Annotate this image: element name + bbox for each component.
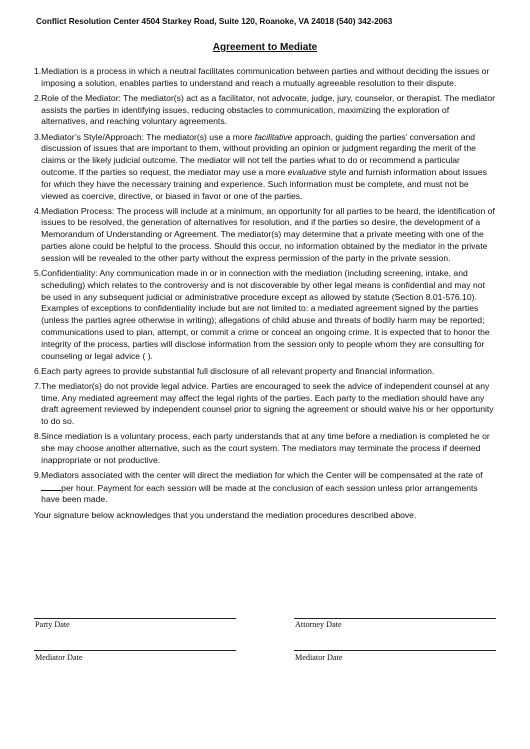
clause-text: The mediator(s) do not provide legal advice. Parties are encouraged to seek the advice of independent counsel at any time. Any mediated agreement may affect the legal rights of the parties. Each party to the mediation should have any draft agreement reviewed by independent counsel prior to signing the agreement or should waive his or her opportunity to do so. (41, 380, 494, 427)
clause-number: 3. (34, 131, 42, 142)
clause-text-part: approach, guiding the parties’ conversation and discussion of issues that are important to them, without providing an opinion or judgment regarding the merit of the claims or the likely judicial outcome. The mediator will not tell the parties what to do or recommend a particular outcome. If the parties so request, the mediator may use a more (41, 131, 476, 177)
clause-text: Since mediation is a voluntary process, each party understands that at any time before a mediation is completed he or she may choose another alternative, such as the court system. The mediators may terminate the process if deemed inappropriate or not productive. (41, 431, 490, 465)
clause-text: Mediation Process: The process will include at a minimum, an opportunity for all parties to be heard, the identification of issues to be resolved, the generation of alternatives for resolution, and if the parties so desire, the development of a Memorandum of Understanding or Agreement. The mediator(s) may determine that a private meeting with one of the parties alone could be helpful to the process. Should this occur, no information obtained by the mediator in the private session will be revealed to the other party without the express permission of the party in the private session. (41, 205, 495, 263)
clause-1 (34, 66, 496, 90)
clause-text-part: style and furnish information about issues for which they have the necessary training and experience. Such information must be complete, and must not be viewed as coercive, directive, or biased in favor or one of the parties. (41, 166, 487, 201)
clause-6 (34, 366, 496, 378)
clause-text-part: per hour. Payment for each session will be made at the conclusion of each session unless prior arrangements have been made. (41, 482, 478, 505)
party-signature-label: Party Date (35, 620, 70, 629)
clause-text: Confidentiality: Any communication made in or in connection with the mediation (including screening, intake, and scheduling) which relates to the controversy and is not discoverable by other legal means is confidential and may not be used in any subsequent judicial or administrative procedure except as allowed by statute (Section 8.01-576.10). Examples of exceptions to confidentiality include but are not limited to: a mediated agreement signed by the parties (unless the parties agree otherwise in writing); allegations of child abuse and threats of bodily harm may be reported; communications used to plan, attempt, or commit a crime or conceal an ongoing crime. It is expected that to honor the integrity of the process, parties will disclose information from the session only to people whom they are consulting for counseling or legal advice ( ). (41, 267, 490, 361)
clause-number: 6. (34, 365, 42, 376)
party-signature-line[interactable] (34, 618, 236, 619)
clause-5 (34, 268, 496, 362)
letterhead: Conflict Resolution Center 4504 Starkey Road, Suite 120, Roanoke, VA 24018 (540) 342-2063 (36, 17, 393, 26)
clause-3 (34, 132, 496, 203)
attorney-signature-line[interactable] (294, 618, 496, 619)
clause-number: 9. (34, 469, 42, 480)
clause-8 (34, 431, 496, 466)
clause-text (41, 132, 496, 203)
mediator-signature-line-right[interactable] (294, 650, 496, 651)
clause-emphasis: evaluative (287, 166, 327, 177)
clause-7 (34, 381, 496, 428)
mediator-signature-line-left[interactable] (34, 650, 236, 651)
acknowledgement-text: Your signature below acknowledges that you understand the mediation procedures described above. (34, 509, 417, 520)
clause-4 (34, 206, 496, 265)
mediator-signature-label-left: Mediator Date (35, 653, 83, 662)
clause-text: Each party agrees to provide substantial full disclosure of all relevant property and financial information. (41, 365, 435, 376)
clause-number: 2. (34, 92, 42, 103)
attorney-signature-label: Attorney Date (295, 620, 342, 629)
clause-text-part: Mediator’s Style/Approach: The mediator(s) use a more (41, 131, 255, 142)
rate-blank-field[interactable] (41, 482, 61, 491)
clause-text: Mediation is a process in which a neutral facilitates communication between parties and without deciding the issues or imposing a solution, enables parties to understand and reach a mutually agreeable resolution to their dispute. (41, 66, 490, 88)
mediator-signature-label-right: Mediator Date (295, 653, 343, 662)
agreement-body (34, 66, 496, 521)
clause-number: 5. (34, 267, 42, 278)
clause-text: Role of the Mediator: The mediator(s) act as a facilitator, not advocate, judge, jury, counselor, or therapist. The mediator assists the parties in identifying issues, reducing obstacles to communication, maximizing the exploration of alternatives, and reaching voluntary agreements. (41, 92, 495, 127)
clause-9 (34, 470, 496, 506)
clause-emphasis: facilitative (254, 131, 293, 142)
clause-text (41, 470, 496, 506)
clause-number: 1. (34, 66, 42, 76)
clause-number: 8. (34, 431, 42, 442)
clause-number: 7. (34, 380, 42, 391)
document-title: Agreement to Mediate (212, 42, 318, 53)
clause-number: 4. (34, 205, 42, 216)
clause-text-part: Mediators associated with the center will direct the mediation for which the Center will be compensated at the rate of (41, 469, 483, 480)
clause-2 (34, 93, 496, 128)
